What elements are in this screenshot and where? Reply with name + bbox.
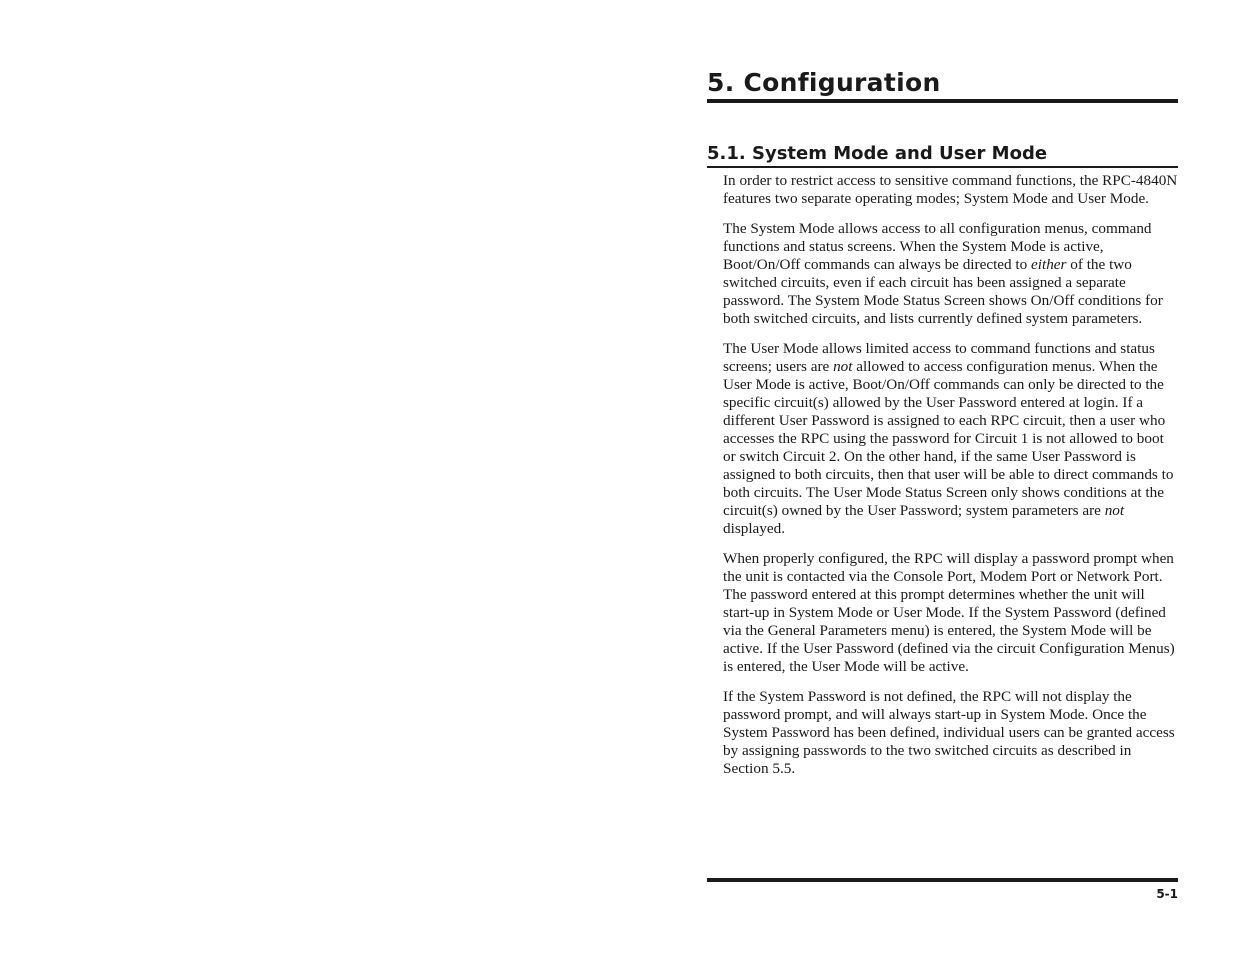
chapter-title-rule [707, 99, 1178, 103]
emphasis-text: not [833, 358, 853, 375]
paragraph-system-mode [723, 220, 1179, 328]
paragraph-operating-modes [723, 172, 1179, 208]
footer-rule [707, 878, 1178, 882]
paragraph-text: The System Mode allows access to all configuration menus, command functions and status screens. When the System Mode is active, Boot/On/Off commands can always be directed to [723, 220, 1152, 273]
section-body [723, 172, 1179, 790]
paragraph-text: allowed to access configuration menus. When the User Mode is active, Boot/On/Off commands can only be directed to the specific circuit(s) allowed by the User Password entered at login. If a different User Password is assigned to each RPC circuit, then a user who accesses the RPC using the password for Circuit 1 is not allowed to boot or switch Circuit 2. On the other hand, if the same User Password is assigned to both circuits, then that user will be able to direct commands to both circuits. The User Mode Status Screen only shows conditions at the circuit(s) owned by the User Password; system parameters are [723, 358, 1174, 519]
emphasis-text: either [1031, 256, 1067, 273]
page-number: 5-1 [1156, 887, 1178, 901]
paragraph-text: When properly configured, the RPC will display a password prompt when the unit is contacted via the Console Port, Modem Port or Network Port. The password entered at this prompt determines whether the unit will start-up in System Mode or User Mode. If the System Password (defined via the General Parameters menu) is entered, the System Mode will be active. If the User Password (defined via the circuit Configuration Menus) is entered, the User Mode will be active. [723, 550, 1175, 675]
paragraph-text: The User Mode allows limited access to command functions and status screens; users are [723, 340, 1155, 375]
manual-page [707, 0, 1178, 954]
chapter-title: 5. Configuration [707, 68, 941, 97]
section-title-rule [707, 166, 1178, 168]
paragraph-user-mode [723, 340, 1179, 538]
paragraph-text: of the two switched circuits, even if each circuit has been assigned a separate password. The System Mode Status Screen shows On/Off conditions for both switched circuits, and lists currently defined system parameters. [723, 256, 1163, 327]
paragraph-text: If the System Password is not defined, the RPC will not display the password prompt, and will always start-up in System Mode. Once the System Password has been defined, individual users can be granted access by assigning passwords to the two switched circuits as described in Section 5.5. [723, 688, 1175, 777]
paragraph-password-prompt [723, 550, 1179, 676]
paragraph-text: displayed. [723, 520, 786, 537]
section-title: 5.1. System Mode and User Mode [707, 143, 1048, 164]
paragraph-text: In order to restrict access to sensitive command functions, the RPC-4840N features two separate operating modes; System Mode and User Mode. [723, 172, 1178, 207]
paragraph-system-password [723, 688, 1179, 778]
emphasis-text: not [1104, 502, 1125, 519]
